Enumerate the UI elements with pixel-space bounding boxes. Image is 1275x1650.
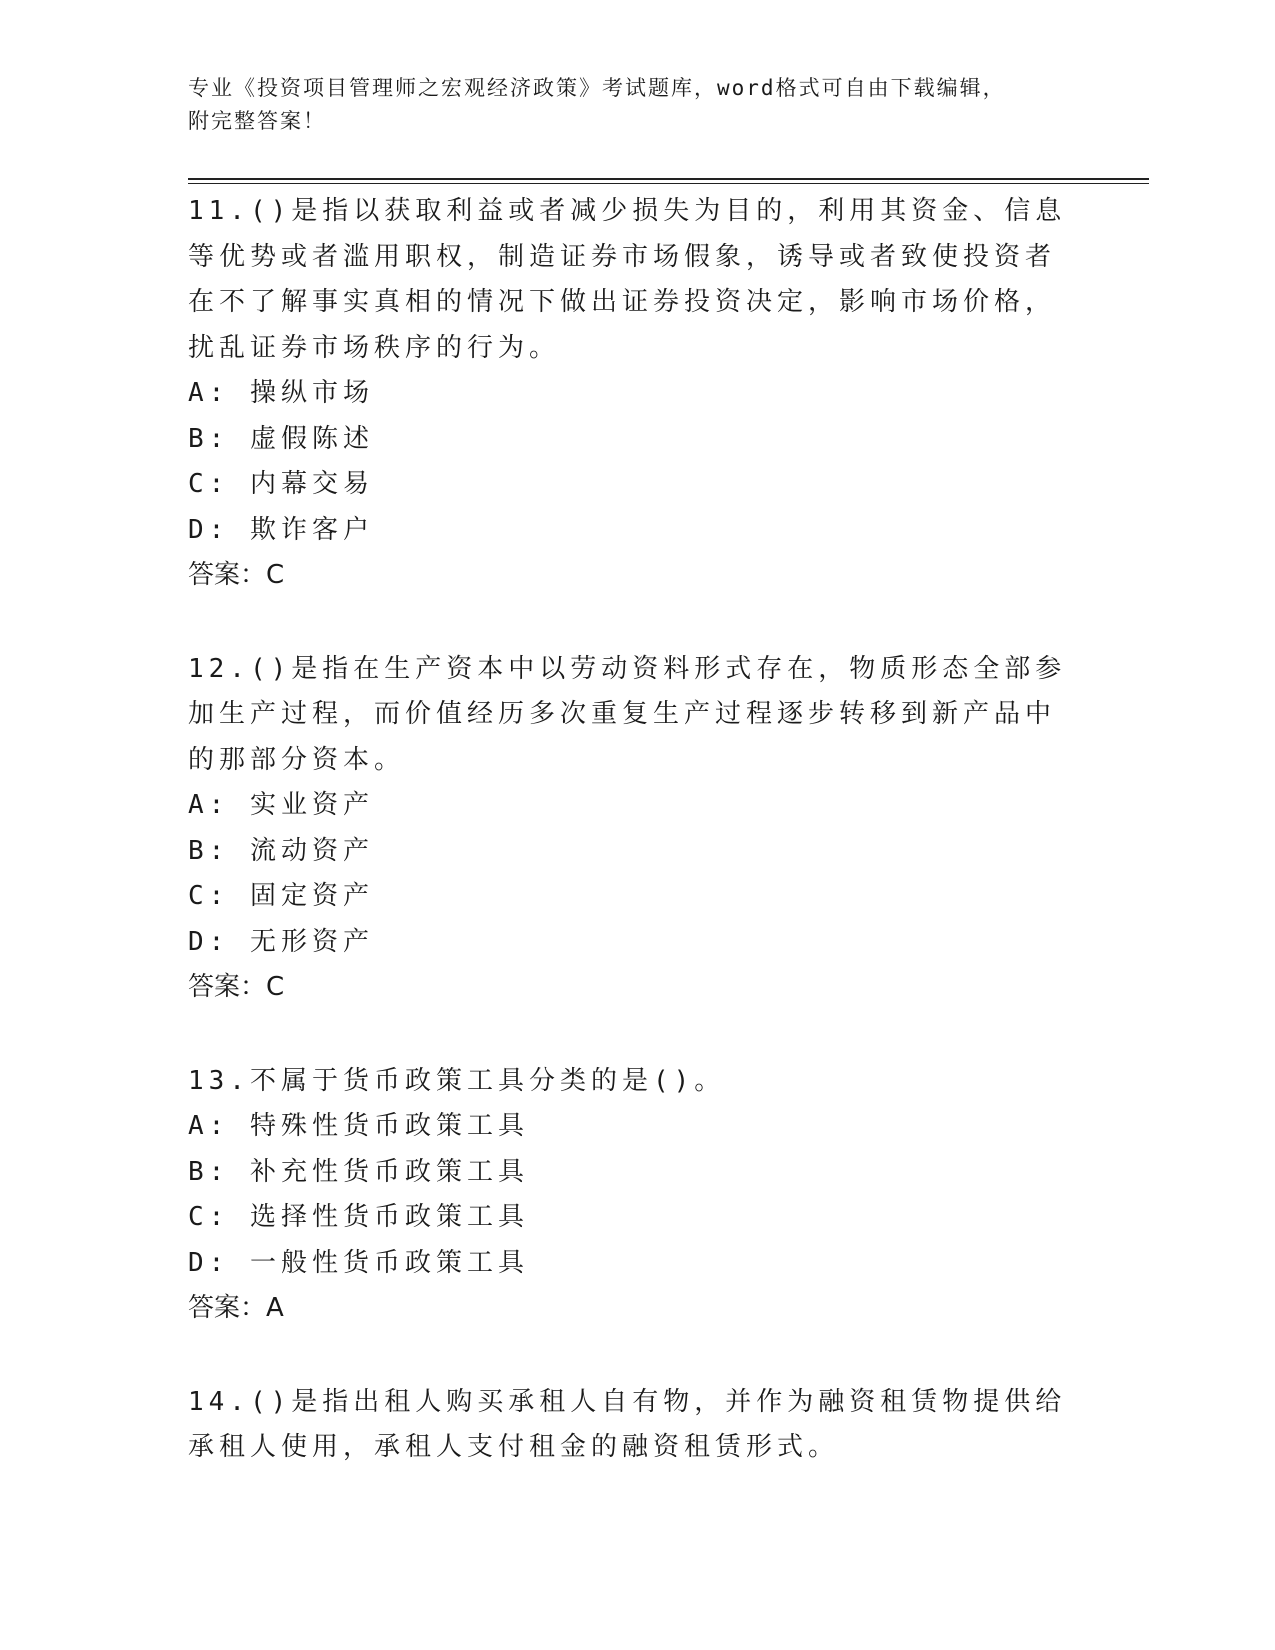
answer: 答案：C [188, 972, 285, 1002]
question-12 [188, 647, 1068, 1011]
question-14 [188, 1380, 1068, 1471]
question-text: 14.()是指出租人购买承租人自有物，并作为融资租赁物提供给承租人使用，承租人支付租金的融资租赁形式。 [188, 1386, 1067, 1462]
option-c: C: 选择性货币政策工具 [188, 1202, 529, 1232]
answer: 答案：A [188, 1293, 284, 1323]
question-13 [188, 1059, 1068, 1332]
option-d: D: 一般性货币政策工具 [188, 1247, 529, 1278]
option-d: D: 欺诈客户 [188, 514, 374, 545]
option-b: B: 补充性货币政策工具 [188, 1156, 529, 1187]
option-c: C: 内幕交易 [188, 469, 374, 499]
question-text: 11.()是指以获取利益或者减少损失为目的，利用其资金、信息等优势或者滥用职权，制造证券市场假象，诱导或者致使投资者在不了解事实真相的情况下做出证券投资决定，影响市场价格，扰乱证券市场秩序的行为。 [188, 196, 1067, 363]
option-d: D: 无形资产 [188, 926, 374, 957]
question-text: 12.()是指在生产资本中以劳动资料形式存在，物质形态全部参加生产过程，而价值经历多次重复生产过程逐步转移到新产品中的那部分资本。 [188, 653, 1067, 775]
header-line-1: 专业《投资项目管理师之宏观经济政策》考试题库，word格式可自由下载编辑， [188, 76, 1006, 100]
option-b: B: 流动资产 [188, 835, 374, 866]
header-divider-thick [188, 178, 1149, 180]
header-divider-thin [188, 183, 1149, 184]
header-line-2: 附完整答案！ [188, 109, 326, 133]
option-a: A: 操纵市场 [188, 378, 374, 408]
option-a: A: 特殊性货币政策工具 [188, 1111, 529, 1141]
option-a: A: 实业资产 [188, 790, 374, 820]
question-text: 13.不属于货币政策工具分类的是()。 [188, 1065, 726, 1096]
option-b: B: 虚假陈述 [188, 423, 374, 454]
question-11 [188, 189, 1068, 599]
question-list [188, 189, 1068, 1519]
option-c: C: 固定资产 [188, 881, 374, 911]
document-header [188, 72, 1148, 138]
answer: 答案：C [188, 560, 285, 590]
